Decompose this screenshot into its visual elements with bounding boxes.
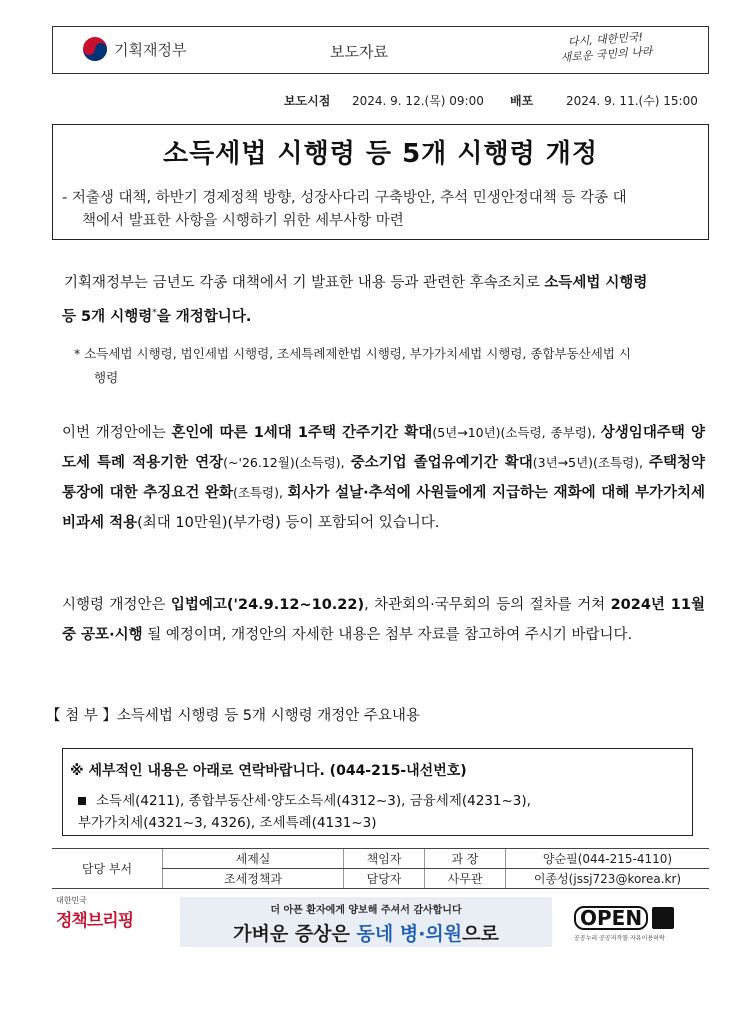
para2-bold3: 중소기업 졸업유예기간 확대 bbox=[350, 455, 533, 471]
brand-small: 대한민국 bbox=[56, 896, 87, 905]
open-sub: 공공누리 공공저작물 자유이용허락 bbox=[574, 935, 665, 942]
contact-line1: 소득세(4211), 종합부동산세·양도소득세(4312~3), 금융세제(4231~3), bbox=[96, 793, 531, 809]
slogan-line1: 다시, 대한민국! bbox=[567, 30, 644, 49]
role2-label: 담당자 bbox=[344, 869, 425, 889]
subtitle-line1: - 저출생 대책, 하반기 경제정책 방향, 성장사다리 구축방안, 추석 민생안정대책 등 각종 대 bbox=[62, 190, 627, 206]
open-label: OPEN bbox=[574, 906, 648, 930]
para2-bold4: 주택청약통장에 대한 추징요건 완화 bbox=[62, 455, 705, 501]
subtitle-line2: 책에서 발표한 사항을 시행하기 위한 세부사항 마련 bbox=[82, 213, 404, 229]
footnote-line1: * 소득세법 시행령, 법인세법 시행령, 조세특례제한법 시행령, 부가가치세법 시행령, 종합부동산세법 시 bbox=[74, 346, 631, 361]
pos2: 사무관 bbox=[425, 869, 506, 889]
pos1: 과 장 bbox=[425, 849, 506, 869]
dept-team: 조세정책과 bbox=[163, 869, 344, 889]
banner-main2: 동네 병·의원 bbox=[356, 923, 463, 945]
paragraph-schedule bbox=[62, 590, 705, 650]
role1-label: 책임자 bbox=[344, 849, 425, 869]
slogan-line2: 새로운 국민의 나라 bbox=[560, 44, 653, 65]
para2-text5: (조특령), bbox=[232, 485, 288, 500]
attachment-line: 【 첨 부 】소득세법 시행령 등 5개 시행령 개정안 주요내용 bbox=[46, 708, 420, 724]
para2-text1: 이번 개정안에는 bbox=[62, 425, 172, 441]
para3-text2: , 차관회의·국무회의 등의 절차를 거쳐 bbox=[364, 597, 611, 613]
paragraph-intro bbox=[62, 268, 705, 332]
banner-main bbox=[180, 919, 552, 946]
staff-table bbox=[52, 848, 709, 889]
distribute-value: 2024. 9. 11.(수) 15:00 bbox=[566, 94, 698, 108]
para3-bold1: 입법예고('24.9.12~10.22) bbox=[170, 597, 365, 613]
square-bullet-icon bbox=[78, 797, 86, 805]
doc-type-label: 보도자료 bbox=[330, 43, 388, 61]
para2-text2: (5년→10년)(소득령, 종부령), bbox=[432, 425, 601, 440]
open-license-badge bbox=[574, 906, 690, 946]
table-row bbox=[52, 849, 709, 869]
para2-text3: (~'26.12월)(소득령), bbox=[223, 455, 351, 470]
taegeuk-icon bbox=[82, 36, 108, 62]
contact-body bbox=[78, 790, 678, 834]
paragraph-details bbox=[62, 418, 705, 538]
release-label: 보도시점 bbox=[284, 94, 331, 108]
ministry-name: 기획재정부 bbox=[114, 40, 187, 59]
slogan bbox=[559, 29, 653, 65]
para3-text1: 시행령 개정안은 bbox=[62, 597, 171, 613]
contact-line2: 부가가치세(4321~3, 4326), 조세특례(4131~3) bbox=[78, 815, 377, 831]
para3-bold2: 2024년 11월 중 공포·시행 bbox=[62, 597, 705, 643]
distribute-label: 배포 bbox=[510, 94, 534, 108]
para1-sup: * bbox=[152, 308, 157, 318]
para1-text2: 을 개정합니다. bbox=[156, 308, 252, 325]
para2-bold5: 회사가 설날·추석에 사원들에게 지급하는 재화에 대해 부가가치세 비과세 적용 bbox=[62, 485, 705, 531]
page-title: 소득세법 시행령 등 5개 시행령 개정 bbox=[163, 139, 598, 169]
para1-text1: 기획재정부는 금년도 각종 대책에서 기 발표한 내용 등과 관련한 후속조치로 bbox=[64, 275, 545, 291]
policy-briefing-logo bbox=[56, 895, 156, 931]
campaign-banner bbox=[180, 897, 552, 947]
para3-text3: 될 예정이며, 개정안의 자세한 내용은 첨부 자료를 참고하여 주시기 바랍니다. bbox=[142, 627, 633, 643]
banner-main3: 으로 bbox=[462, 923, 499, 945]
ministry-logo bbox=[82, 36, 186, 62]
banner-main1: 가벼운 증상은 bbox=[233, 923, 357, 945]
person2: 이종성(jssj723@korea.kr) bbox=[506, 869, 710, 889]
brand-main: 정책브리핑 bbox=[56, 911, 134, 931]
release-value: 2024. 9. 12.(목) 09:00 bbox=[352, 94, 484, 108]
para1-bold2: 등 5개 시행령 bbox=[62, 308, 153, 325]
para2-bold2: 상생임대주택 양도세 특례 적용기한 연장 bbox=[62, 425, 705, 471]
dept-label: 담당 부서 bbox=[52, 849, 163, 889]
para2-bold1: 혼인에 따른 1세대 1주택 간주기간 확대 bbox=[171, 425, 433, 441]
subtitle bbox=[62, 187, 702, 233]
person1: 양순필(044-215-4110) bbox=[506, 849, 710, 869]
footnote-line2: 행령 bbox=[94, 370, 119, 385]
para2-text4: (3년→5년)(조특령), bbox=[532, 455, 649, 470]
license-person-icon bbox=[652, 907, 674, 929]
footnote bbox=[74, 342, 704, 390]
contact-heading: ※ 세부적인 내용은 아래로 연락바랍니다. (044-215-내선번호) bbox=[70, 763, 467, 779]
para1-bold1: 소득세법 시행령 bbox=[544, 275, 648, 291]
dept-office: 세제실 bbox=[163, 849, 344, 869]
para2-text6: (최대 10만원)(부가령) 등이 포함되어 있습니다. bbox=[137, 515, 440, 531]
banner-top: 더 아픈 환자에게 양보해 주셔서 감사합니다 bbox=[270, 905, 462, 916]
